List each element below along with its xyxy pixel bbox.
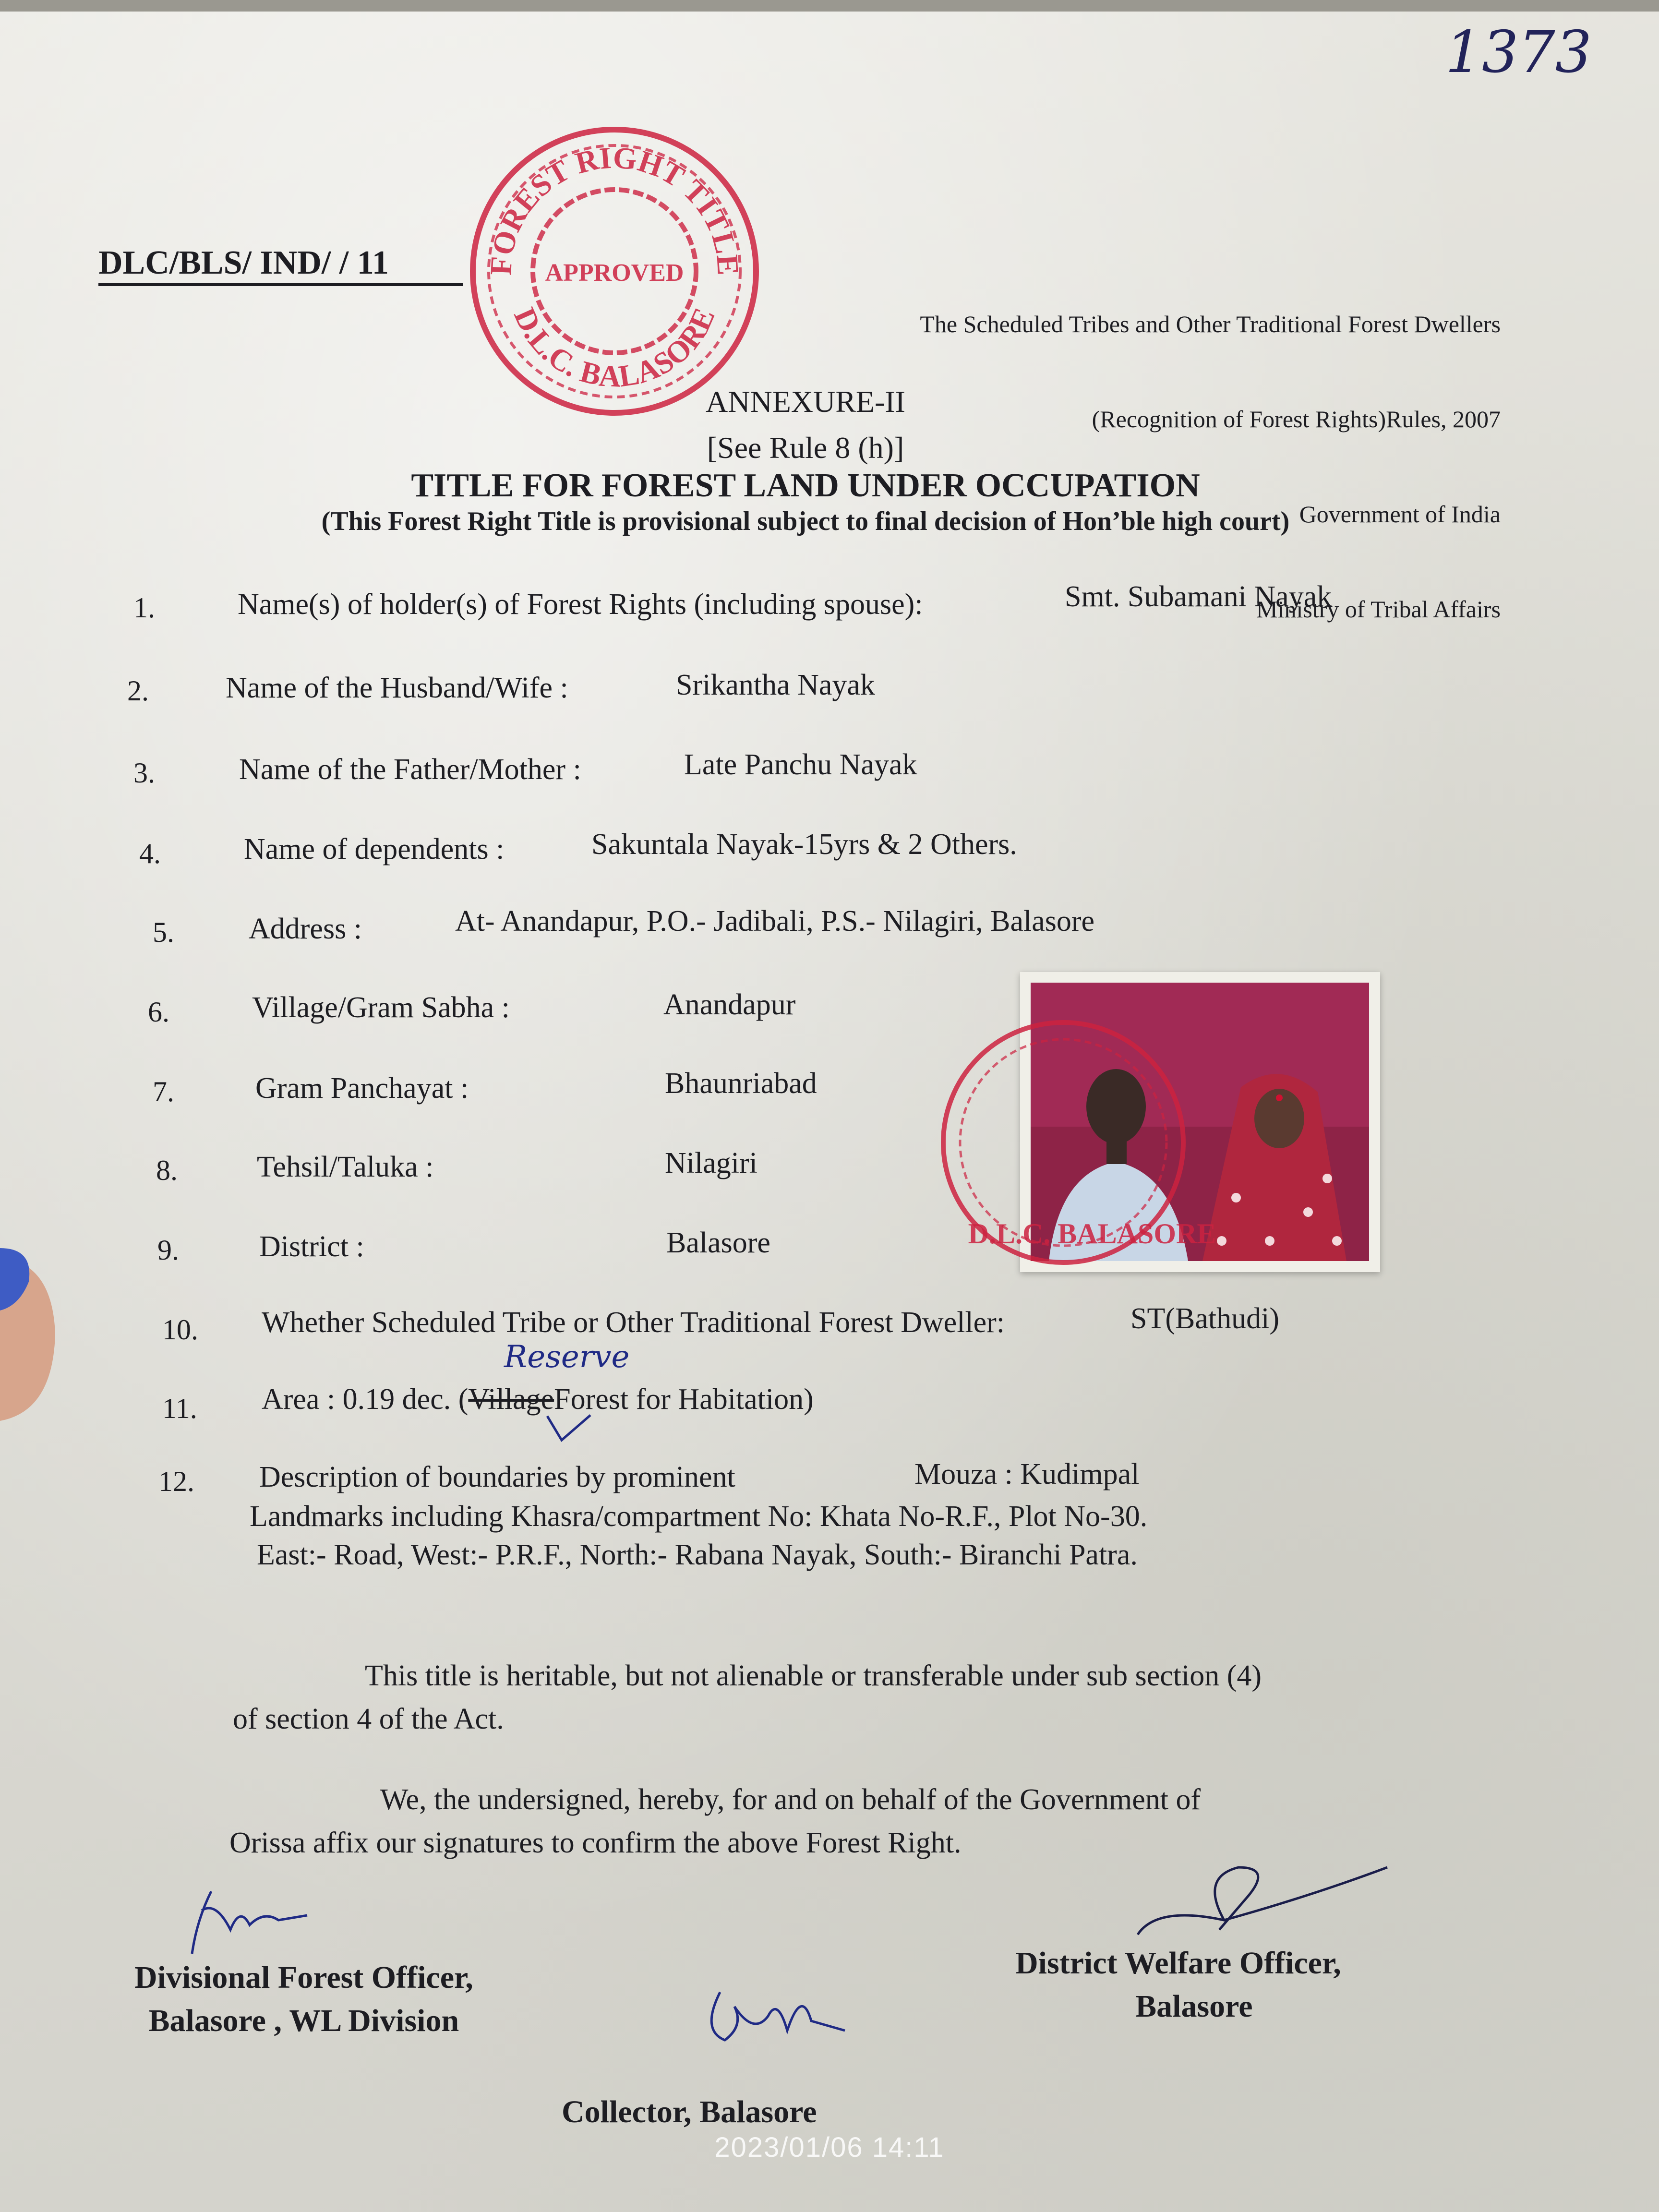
page-top-edge — [0, 0, 1659, 12]
field-4-label: Name of dependents : — [244, 833, 505, 866]
field-3-number: 3. — [133, 757, 155, 789]
field-5-label: Address : — [249, 913, 362, 945]
photo-stamp — [934, 1008, 1222, 1277]
rules-line-4: Ministry of Tribal Affairs — [1256, 596, 1501, 623]
field-9-number: 9. — [157, 1234, 179, 1266]
reference-underline — [98, 283, 463, 286]
annexure-heading: ANNEXURE-II — [706, 385, 905, 419]
boundaries-label: Description of boundaries by prominent — [259, 1461, 735, 1493]
field-1-number: 1. — [133, 592, 155, 624]
field-5-value: At- Anandapur, P.O.- Jadibali, P.S.- Nilagiri, Balasore — [455, 905, 1095, 938]
svg-text:D.L.C. BALASORE — [507, 303, 721, 394]
photo-stamp-text: D.L.C. BALASORE — [968, 1218, 1216, 1250]
dwo-signature — [1128, 1848, 1397, 1944]
stamp-center-text: APPROVED — [545, 259, 684, 287]
field-2-number: 2. — [127, 675, 149, 707]
undersigned-paragraph-line-2: Orissa affix our signatures to confirm the above Forest Right. — [229, 1827, 962, 1859]
field-3-label: Name of the Father/Mother : — [239, 753, 581, 786]
page-subtitle: (This Forest Right Title is provisional subject to final decision of Hon’ble high court) — [321, 506, 1290, 536]
boundaries-directions: East:- Road, West:- P.R.F., North:- Rabana Nayak, South:- Biranchi Patra. — [257, 1539, 1138, 1571]
see-rule: [See Rule 8 (h)] — [707, 431, 904, 465]
heritable-paragraph-line-1: This title is heritable, but not alienable or transferable under sub section (4) — [365, 1659, 1262, 1692]
dfo-signature — [182, 1882, 336, 1963]
reference-number: DLC/BLS/ IND/ / 11 — [98, 244, 389, 281]
field-7-number: 7. — [153, 1076, 174, 1107]
field-5-number: 5. — [153, 916, 174, 948]
field-12-number: 12. — [158, 1466, 194, 1497]
field-8-number: 8. — [156, 1154, 178, 1186]
field-4-value: Sakuntala Nayak-15yrs & 2 Others. — [591, 828, 1017, 861]
dwo-title: District Welfare Officer, Balasore — [1015, 1946, 1341, 2024]
area-suffix: Forest for Habitation) — [554, 1383, 814, 1416]
field-6-number: 6. — [148, 996, 169, 1028]
rules-line-3: Government of India — [1299, 501, 1501, 528]
field-10-number: 10. — [162, 1314, 198, 1346]
field-8-label: Tehsil/Taluka : — [257, 1151, 434, 1183]
rules-line-1: The Scheduled Tribes and Other Traditional Forest Dwellers — [920, 311, 1501, 337]
approved-stamp — [466, 122, 763, 420]
stamp-bottom-text: D.L.C. BALASORE — [507, 302, 721, 394]
field-1-value: Smt. Subamani Nayak — [1065, 580, 1332, 613]
area-struck-word: Village — [468, 1383, 554, 1416]
collector-title: Collector, Balasore — [562, 2094, 817, 2129]
area-line — [262, 1382, 814, 1417]
field-10-label: Whether Scheduled Tribe or Other Traditional Forest Dweller: — [262, 1306, 1005, 1339]
field-10-value: ST(Bathudi) — [1130, 1302, 1279, 1335]
field-6-value: Anandapur — [663, 988, 796, 1021]
rules-line-2: (Recognition of Forest Rights)Rules, 2007 — [1092, 406, 1501, 433]
field-8-value: Nilagiri — [665, 1147, 757, 1179]
field-7-value: Bhaunriabad — [665, 1067, 817, 1100]
field-2-label: Name of the Husband/Wife : — [226, 672, 568, 704]
field-7-label: Gram Panchayat : — [255, 1072, 469, 1105]
undersigned-paragraph-line-1: We, the undersigned, hereby, for and on behalf of the Government of — [380, 1783, 1201, 1816]
thumb — [0, 1229, 58, 1431]
field-9-label: District : — [259, 1230, 364, 1263]
photo-timestamp: 2023/01/06 14:11 — [714, 2132, 945, 2163]
field-4-number: 4. — [139, 838, 161, 869]
mouza-value: Mouza : Kudimpal — [914, 1458, 1140, 1491]
collector-signature — [691, 1973, 854, 2055]
field-11-number: 11. — [162, 1393, 197, 1424]
handwritten-reserve: Reserve — [504, 1339, 630, 1375]
field-3-value: Late Panchu Nayak — [684, 748, 917, 781]
heritable-paragraph-line-2: of section 4 of the Act. — [233, 1703, 504, 1735]
area-prefix: Area : 0.19 dec. ( — [262, 1383, 469, 1416]
field-9-value: Balasore — [666, 1226, 770, 1259]
stamp-top-text: FOREST RIGHT TITLE — [483, 140, 745, 276]
page-title: TITLE FOR FOREST LAND UNDER OCCUPATION — [411, 467, 1200, 504]
serial-number: 1373 — [1445, 19, 1592, 86]
field-1-label: Name(s) of holder(s) of Forest Rights (including spouse): — [238, 588, 923, 621]
boundaries-landmarks: Landmarks including Khasra/compartment No: Khata No-R.F., Plot No-30. — [250, 1500, 1148, 1533]
field-2-value: Srikantha Nayak — [676, 669, 875, 701]
dfo-title: Divisional Forest Officer, Balasore , WL Division — [134, 1960, 473, 2038]
insert-caret-mark — [542, 1411, 600, 1450]
field-6-label: Village/Gram Sabha : — [252, 991, 510, 1024]
